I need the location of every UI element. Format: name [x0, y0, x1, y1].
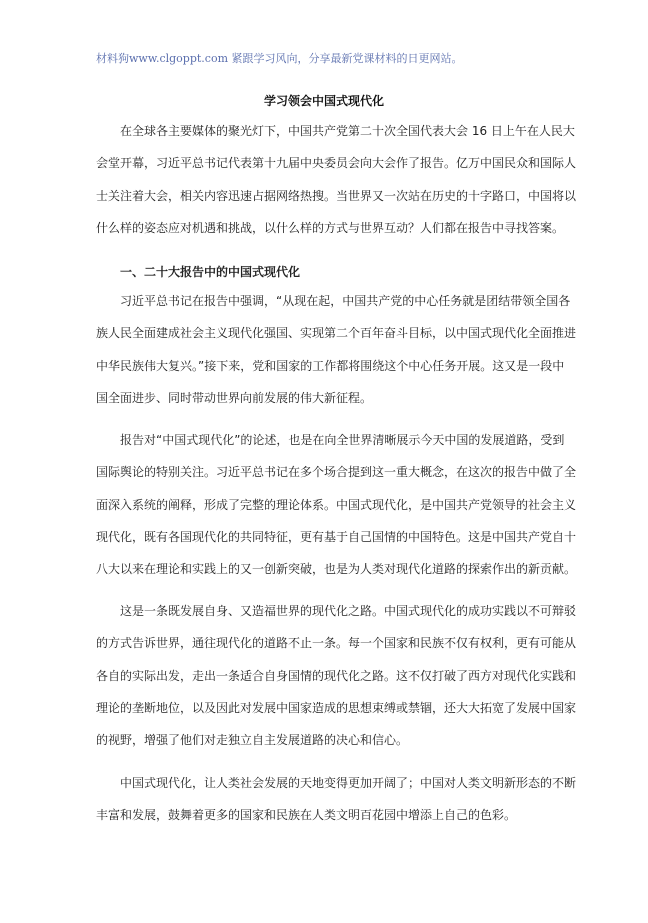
header-slogan: 紧跟学习风向，分享最新党课材料的日更网站。	[228, 52, 463, 65]
text-line: 报告对“中国式现代化”的论述，也是在向全世界清晰展示今天中国的发展道路，受到	[120, 433, 565, 447]
text-line: 中国式现代化，让人类社会发展的天地变得更加开阔了；中国对人类文明新形态的不断	[120, 776, 577, 790]
paragraph-5	[96, 775, 577, 840]
site-header	[96, 50, 463, 66]
text-line: 族人民全面建成社会主义现代化强国、实现第二个百年奋斗目标，以中国式现代化全面推进	[96, 326, 577, 341]
text-line: 丰富和发展，鼓舞着更多的国家和民族在人类文明百花园中增添上自己的色彩。	[96, 808, 517, 823]
text-line: 理论的垄断地位，以及因此对发展中国家造成的思想束缚或禁锢，还大大拓宽了发展中国家	[96, 700, 577, 715]
text-line: 中华民族伟大复兴。”接下来，党和国家的工作都将围绕这个中心任务开展。这又是一段中	[96, 358, 565, 373]
text-line: 什么样的姿态应对机遇和挑战，以什么样的方式与世界互动？人们都在报告中寻找答案。	[96, 220, 565, 235]
document-title: 学习领会中国式现代化	[263, 94, 384, 108]
text-line: 国际舆论的特别关注。习近平总书记在多个场合提到这一重大概念，在这次的报告中做了全	[96, 465, 577, 480]
text-line: 这是一条既发展自身、又造福世界的现代化之路。中国式现代化的成功实践以不可辩驳	[120, 604, 577, 618]
header-prefix: 材料狗	[96, 52, 129, 65]
text-line: 士关注着大会，相关内容迅速占据网络热搜。当世界又一次站在历史的十字路口，中国将以	[96, 188, 577, 203]
text-line: 面深入系统的阐释，形成了完整的理论体系。中国式现代化，是中国共产党领导的社会主义	[96, 497, 577, 512]
text-line: 习近平总书记在报告中强调，“从现在起，中国共产党的中心任务就是团结带领全国各	[120, 294, 571, 308]
text-line: 各自的实际出发，走出一条适合自身国情的现代化之路。这不仅打破了西方对现代化实践和	[96, 668, 577, 683]
text-line: 的视野，增强了他们对走独立自主发展道路的决心和信心。	[96, 733, 409, 748]
paragraph-2	[96, 293, 577, 422]
text-line: 会堂开幕，习近平总书记代表第十九届中央委员会向大会作了报告。亿万中国民众和国际人	[96, 156, 577, 171]
text-line: 国全面进步、同时带动世界向前发展的伟大新征程。	[96, 390, 373, 405]
paragraph-4	[96, 603, 577, 764]
paragraph-1	[96, 123, 577, 252]
paragraph-3	[96, 432, 577, 593]
text-line: 在全球各主要媒体的聚光灯下，中国共产党第二十次全国代表大会 16 日上午在人民大	[120, 124, 575, 138]
text-line: 现代化，既有各国现代化的共同特征，更有基于自己国情的中国特色。这是中国共产党自十	[96, 529, 577, 544]
text-line: 的方式告诉世界，通往现代化的道路不止一条。每一个国家和民族不仅有权利，更有可能从	[96, 636, 577, 651]
site-link[interactable]: www.clgoppt.com	[129, 52, 228, 65]
text-line: 八大以来在理论和实践上的又一创新突破，也是为人类对现代化道路的探索作出的新贡献。	[96, 562, 577, 577]
section-heading: 一、二十大报告中的中国式现代化	[120, 265, 301, 279]
